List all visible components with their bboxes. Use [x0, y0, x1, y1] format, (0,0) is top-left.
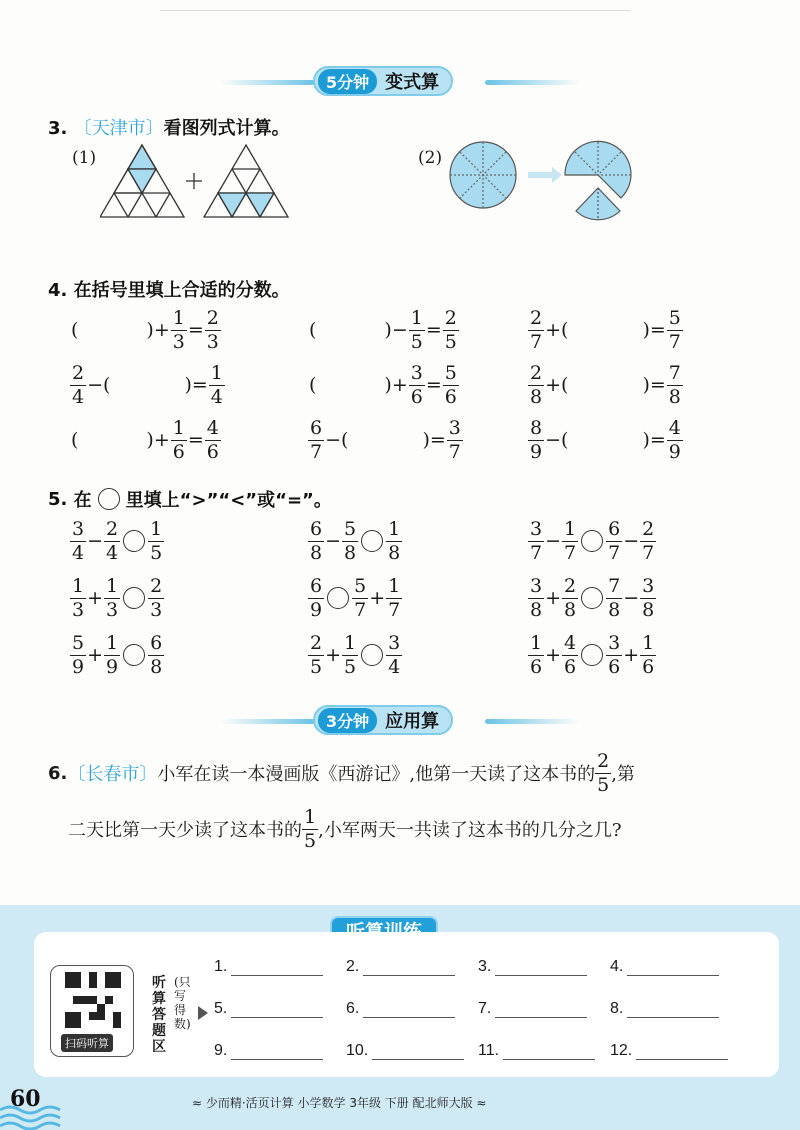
answer-slot[interactable]: [610, 1000, 719, 1018]
footer-text: ≈ 少而精·活页计算 小学数学 3年级 下册 配北师大版 ≈: [192, 1096, 487, 1110]
answer-line[interactable]: [627, 962, 719, 976]
top-rule: [160, 10, 630, 11]
q3-source: 〔天津市〕: [73, 118, 164, 139]
answer-line[interactable]: [503, 1046, 595, 1060]
q4-expression: $\frac{8}{9}$ −( )= $\frac{4}{9}$: [530, 416, 681, 463]
answer-line[interactable]: [363, 962, 455, 976]
answer-label: 6.: [346, 1000, 360, 1017]
section-header-variant: [0, 64, 800, 100]
q4-expression: $\frac{6}{7}$ −( )= $\frac{3}{7}$: [310, 416, 461, 463]
q6-text-1-end: ,第: [611, 764, 635, 785]
q5-number: 5.: [48, 488, 68, 510]
answer-slot[interactable]: [214, 958, 323, 976]
q5-comparison: $\frac{3}{8}$ + $\frac{2}{8}$ $\frac{7}{8}$ − $\frac{3}{8}$: [530, 574, 655, 621]
answer-label: 11.: [478, 1042, 500, 1059]
answer-line[interactable]: [363, 1004, 455, 1018]
answer-slot[interactable]: [346, 958, 455, 976]
answer-line[interactable]: [495, 962, 587, 976]
page-number: 60: [10, 1086, 41, 1112]
answer-slot[interactable]: [610, 958, 719, 976]
answer-slot[interactable]: [478, 958, 587, 976]
answer-label: 10.: [346, 1042, 369, 1059]
q6-fraction-2: $\frac{1}{5}$: [304, 805, 317, 852]
section-minutes: 3分钟: [318, 708, 377, 733]
q6-source: 〔长春市〕: [67, 764, 158, 785]
comparison-circle: [361, 644, 383, 666]
answer-slot[interactable]: [214, 1000, 323, 1018]
q5-comparison: $\frac{3}{4}$ − $\frac{2}{4}$ $\frac{1}{5}$: [72, 517, 163, 564]
q5-comparison: $\frac{2}{5}$ + $\frac{1}{5}$ $\frac{3}{4}$: [310, 631, 401, 678]
answer-label: 5.: [214, 1000, 228, 1017]
comparison-circle: [123, 644, 145, 666]
comparison-circle: [123, 530, 145, 552]
answer-area-note: (只写得数): [174, 975, 191, 1031]
comparison-circle: [361, 530, 383, 552]
comparison-circle: [581, 644, 603, 666]
q4-expression: ( )+ $\frac{3}{6}$ = $\frac{5}{6}$: [309, 361, 457, 408]
comparison-circle: [327, 587, 349, 609]
q4-expression: ( )− $\frac{1}{5}$ = $\frac{2}{5}$: [309, 306, 457, 353]
answer-label: 1.: [214, 958, 228, 975]
section-minutes: 5分钟: [318, 69, 377, 94]
q3-number: 3.: [48, 118, 68, 139]
answer-line[interactable]: [372, 1046, 464, 1060]
q4-expression: $\frac{2}{8}$ +( )= $\frac{7}{8}$: [530, 361, 681, 408]
answer-slot[interactable]: [214, 1042, 323, 1060]
answer-slot[interactable]: [610, 1042, 728, 1060]
answer-area-title: 听算答题区: [152, 975, 166, 1055]
section-title: 变式算: [385, 72, 440, 93]
q4-number: 4.: [48, 280, 68, 301]
q6-text-2-end: ,小军两天一共读了这本书的几分之几?: [318, 820, 622, 841]
q6-number: 6.: [48, 762, 68, 784]
q5-comparison: $\frac{6}{9}$ $\frac{5}{7}$ + $\frac{1}{7}$: [310, 574, 401, 621]
qr-label: 扫码听算: [61, 1034, 113, 1052]
q5-comparison: $\frac{6}{8}$ − $\frac{5}{8}$ $\frac{1}{8}$: [310, 517, 401, 564]
qr-code-icon: [65, 972, 121, 1028]
q3-text: 看图列式计算。: [163, 118, 290, 139]
q5-comparison: $\frac{1}{6}$ + $\frac{4}{6}$ $\frac{3}{6}$ + $\frac{1}{6}$: [530, 631, 655, 678]
circle-fraction-figures: [448, 138, 638, 222]
answer-slot[interactable]: [478, 1042, 595, 1060]
q5-comparison: $\frac{3}{7}$ − $\frac{1}{7}$ $\frac{6}{7}$ − $\frac{2}{7}$: [530, 517, 655, 564]
q5-heading: [48, 486, 332, 512]
q6-text-2: 二天比第一天少读了这本书的: [68, 820, 302, 841]
answer-line[interactable]: [231, 962, 323, 976]
answer-line[interactable]: [636, 1046, 728, 1060]
q6-text-1: 小军在读一本漫画版《西游记》,他第一天读了这本书的: [157, 764, 596, 785]
comparison-circle: [123, 587, 145, 609]
answer-slot[interactable]: [346, 1042, 464, 1060]
comparison-circle: [581, 530, 603, 552]
q3-heading: [48, 114, 290, 140]
q4-expression: $\frac{2}{4}$ −( )= $\frac{1}{4}$: [72, 361, 223, 408]
answer-line[interactable]: [627, 1004, 719, 1018]
answer-label: 4.: [610, 958, 624, 975]
q5-text-a: 在: [73, 490, 92, 511]
q3-part2-label: (2): [418, 148, 443, 168]
q4-expression: ( )+ $\frac{1}{3}$ = $\frac{2}{3}$: [71, 306, 219, 353]
qr-box[interactable]: [50, 965, 134, 1057]
answer-slot[interactable]: [346, 1000, 455, 1018]
q4-text: 在括号里填上合适的分数。: [73, 280, 290, 301]
q5-comparison: $\frac{1}{3}$ + $\frac{1}{3}$ $\frac{2}{3}$: [72, 574, 163, 621]
q4-heading: [48, 276, 290, 302]
answer-label: 2.: [346, 958, 360, 975]
answer-label: 7.: [478, 1000, 492, 1017]
q6-line2: [68, 804, 621, 854]
q4-expression: $\frac{2}{7}$ +( )= $\frac{5}{7}$: [530, 306, 681, 353]
answer-line[interactable]: [231, 1004, 323, 1018]
answer-label: 9.: [214, 1042, 228, 1059]
pointer-arrow-icon: [198, 1006, 208, 1020]
q6-line1: [48, 748, 635, 798]
q4-expression: ( )+ $\frac{1}{6}$ = $\frac{4}{6}$: [71, 416, 219, 463]
section-title: 应用算: [385, 711, 440, 732]
answer-label: 12.: [610, 1042, 633, 1059]
comparison-circle-icon: [98, 488, 120, 510]
comparison-circle: [581, 587, 603, 609]
answer-line[interactable]: [231, 1046, 323, 1060]
q5-comparison: $\frac{5}{9}$ + $\frac{1}{9}$ $\frac{6}{8}$: [72, 631, 163, 678]
q3-part1-label: (1): [72, 148, 97, 168]
triangle-figures: [100, 142, 290, 218]
answer-slot[interactable]: [478, 1000, 587, 1018]
answer-label: 3.: [478, 958, 492, 975]
q6-fraction-1: $\frac{2}{5}$: [597, 749, 610, 796]
answer-label: 8.: [610, 1000, 624, 1017]
answer-line[interactable]: [495, 1004, 587, 1018]
q5-text-b: 里填上“>”“<”或“=”。: [125, 490, 332, 511]
section-header-applied: [0, 703, 800, 739]
